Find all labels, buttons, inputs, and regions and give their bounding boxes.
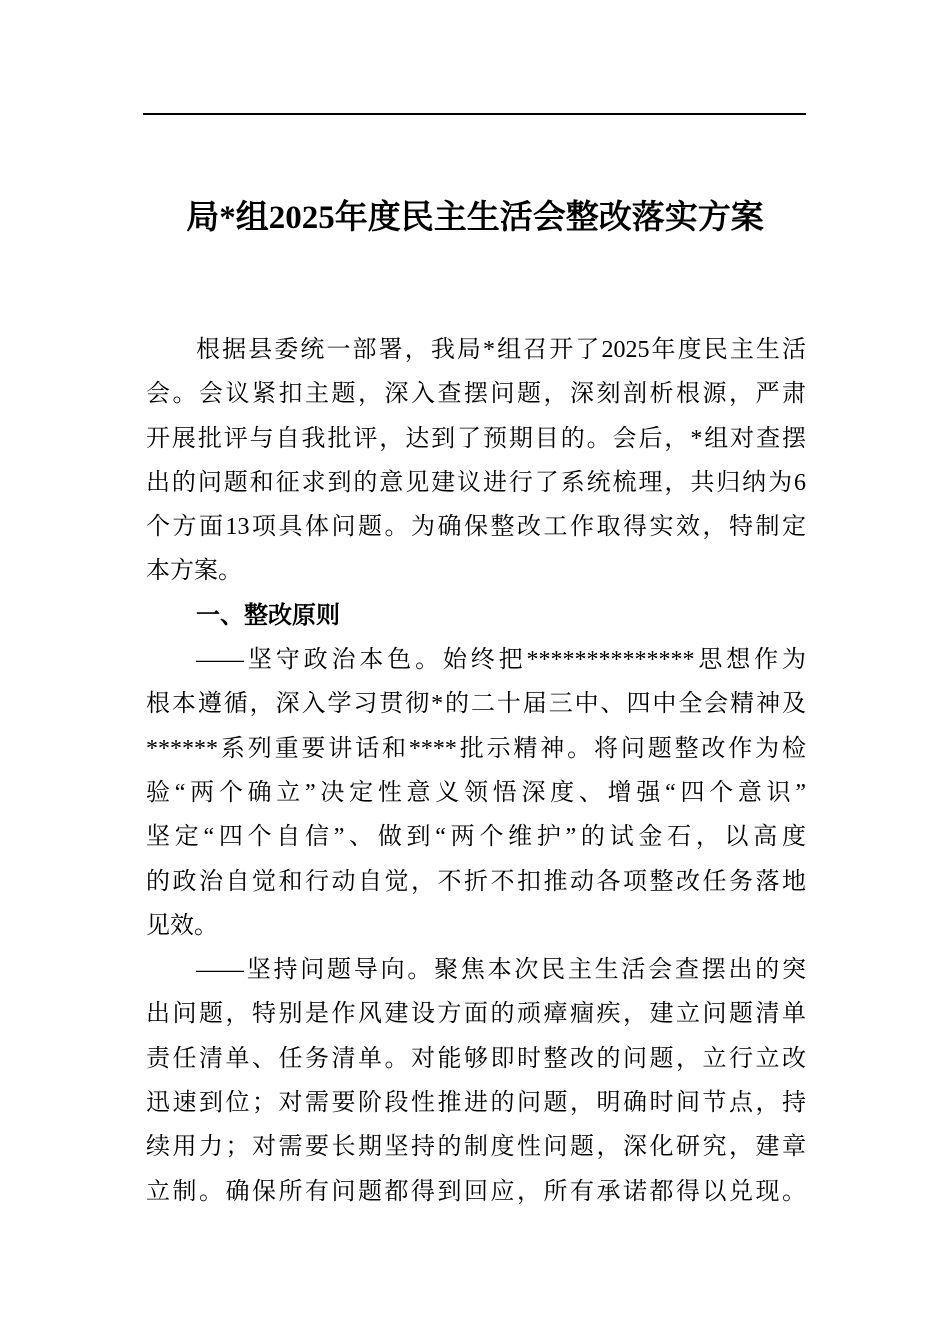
text-line: 开展批评与自我批评，达到了预期目的。会后，*组对查摆 bbox=[146, 425, 806, 452]
text-line: 出问题，特别是作风建设方面的顽瘴痼疾，建立问题清单 bbox=[146, 1001, 806, 1028]
text-line: ——坚守政治本色。始终把**************思想作为 bbox=[196, 647, 806, 674]
text-line: ******系列重要讲话和****批示精神。将问题整改作为检 bbox=[146, 735, 806, 762]
text-line: 见效。 bbox=[146, 912, 218, 939]
header-rule bbox=[143, 113, 806, 115]
text-line: 本方案。 bbox=[146, 558, 242, 585]
text-line: 根本遵循，深入学习贯彻*的二十届三中、四中全会精神及 bbox=[146, 691, 806, 718]
text-line: 责任清单、任务清单。对能够即时整改的问题，立行立改 bbox=[146, 1045, 806, 1072]
text-line: 续用力；对需要长期坚持的制度性问题，深化研究，建章 bbox=[146, 1134, 806, 1161]
section-heading: 一、整改原则 bbox=[196, 601, 340, 629]
text-line: 坚定“四个自信”、做到“两个维护”的试金石，以高度 bbox=[146, 824, 806, 851]
document-title: 局*组2025年度民主生活会整改落实方案 bbox=[186, 200, 764, 236]
text-line: 个方面13项具体问题。为确保整改工作取得实效，特制定 bbox=[146, 514, 806, 541]
document-body bbox=[146, 328, 806, 1214]
intro-paragraph bbox=[146, 328, 806, 594]
text-line: 立制。确保所有问题都得到回应，所有承诺都得以兑现。 bbox=[146, 1178, 806, 1205]
principle-paragraph-1 bbox=[146, 638, 806, 948]
text-line: 验“两个确立”决定性意义领悟深度、增强“四个意识” bbox=[146, 779, 806, 806]
text-line: 出的问题和征求到的意见建议进行了系统梳理，共归纳为6 bbox=[146, 469, 806, 496]
text-line: 的政治自觉和行动自觉，不折不扣推动各项整改任务落地 bbox=[146, 868, 806, 895]
text-line: 根据县委统一部署，我局*组召开了2025年度民主生活 bbox=[196, 337, 806, 363]
text-line: 迅速到位；对需要阶段性推进的问题，明确时间节点，持 bbox=[146, 1090, 806, 1117]
principle-paragraph-2 bbox=[146, 948, 806, 1214]
text-line: ——坚持问题导向。聚焦本次民主生活会查摆出的突 bbox=[196, 957, 806, 984]
text-line: 会。会议紧扣主题，深入查摆问题，深刻剖析根源，严肃 bbox=[146, 381, 806, 408]
